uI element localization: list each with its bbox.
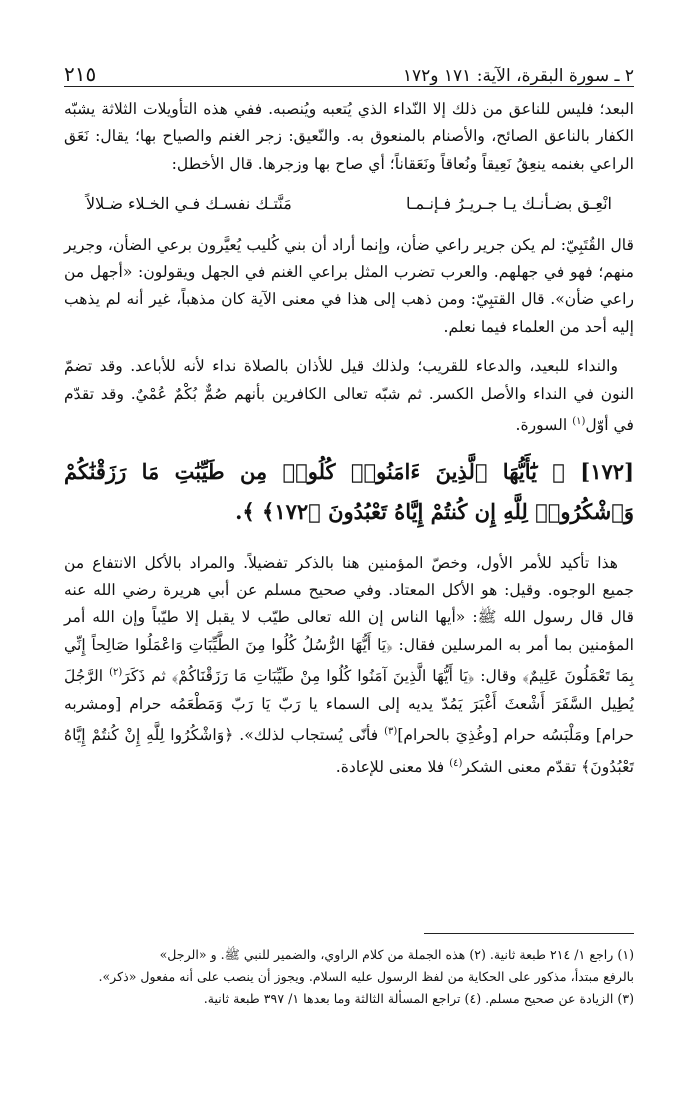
running-title: ٢ ـ سورة البقرة، الآية: ١٧١ و١٧٢ xyxy=(402,66,634,86)
main-text xyxy=(64,96,634,793)
poetry-verse xyxy=(64,190,634,217)
verse-text: ﴿ يَٰٓأَيُّهَا ٱلَّذِينَ ءَامَنُوا۟ كُلُوا۟ مِن طَيِّبَٰتِ مَا رَزَقْنَٰكُمْ وَٱشْكُرُوا۟ لِلَّهِ إِن كُنتُمْ إِيَّاهُ تَعْبُدُونَ ﴿١٧٢﴾ ﴾. xyxy=(64,458,634,524)
footnote-line: بالرفع مبتدأ، مذكور على الحكاية من لفظ الرسول عليه السلام. ويجوز أن ينصب على أنه مفعول «ذكر». xyxy=(98,969,634,984)
page-number: ٢١٥ xyxy=(64,62,97,86)
paragraph-4-text-d: فلا معنى للإعادة. xyxy=(335,758,445,777)
paragraph-1: البعد؛ فليس للناعق من ذلك إلا النّداء الذي يُتعبه ويُنصبه. ففي هذه التأويلات الثلاثة يشبّه الكفار بالناعق الصائح، والأصنام بالمنعوق به. والنّعيق: زجر الغنم والصياح بها؛ يقال: نَعَق الراعي بغنمه ينعِقُ نَعِيقاً ونُعاقاً ونَعَقاناً؛ أي صاح بها وزجرها. قال الأخطل: xyxy=(64,100,634,173)
paragraph-3 xyxy=(64,353,634,439)
paragraph-3-end: السورة. xyxy=(515,416,568,435)
footnote-line: (١) راجع ١/ ٢١٤ طبعة ثانية. (٢) هذه الجملة من كلام الراوي، والضمير للنبي ﷺ. و «الرجل» xyxy=(159,947,634,962)
footnote-ref-4[interactable]: (٤) xyxy=(449,757,463,769)
footnote-ref-2[interactable]: (٢) xyxy=(109,667,123,679)
footnote-line: (٣) الزيادة عن صحيح مسلم. (٤) تراجع المسألة الثالثة وما بعدها ١/ ٣٩٧ طبعة ثانية. xyxy=(203,991,634,1006)
paragraph-3-text: والنداء للبعيد، والدعاء للقريب؛ ولذلك قيل للأذان بالصلاة نداء لأنه للأباعد. وقد تضمّ النون في النداء والأصل الكسر. ثم شبّه تعالى الكافرين بأنهم صُمٌّ بُكْمٌ عُمْيٌ. وقد تقدّم في أوّل xyxy=(64,357,634,435)
verse-number: [١٧٢] xyxy=(580,458,634,484)
paragraph-4 xyxy=(64,550,634,782)
verse-second-hemistich: مَنَّتـك نفسـك فـي الخـلاء ضـلالاً xyxy=(86,194,292,214)
paragraph-4-text-c: فأنّى يُستجاب لذلك». ﴿وَاشْكُرُوا لِلَّهِ إِنْ كُنتُمْ إِيَّاهُ تَعْبُدُونَ﴾ تقدّم معنى الشكر xyxy=(64,726,634,777)
paragraph-4-text-a: هذا تأكيد للأمر الأول، وخصّ المؤمنين هنا بالذكر تفضيلاً. والمراد بالأكل الانتفاع من جميع الوجوه. وقيل: هو الأكل المعتاد. وفي صحيح مسلم عن أبي هريرة رضي الله عنه قال قال رسول الله ﷺ: «أيها الناس إن الله تعالى طيّب لا يقبل إلا طيّباً وإن الله أمر المؤمنين بما أمر به المرسلين فقال: ﴿يَا أَيُّهَا الرُّسُلُ كُلُوا مِنَ الطَّيِّبَاتِ وَاعْمَلُوا صَالِحاً إِنِّي بِمَا تَعْمَلُونَ عَلِيمٌ﴾ وقال: ﴿يَا أَيُّهَا الَّذِينَ آمَنُوا كُلُوا مِنْ طَيِّبَاتِ مَا رَزَقْنَاكُمْ﴾ ثم ذَكَرَ xyxy=(64,553,634,686)
footnote-ref-1[interactable]: (١) xyxy=(572,416,586,428)
page-header xyxy=(64,52,634,87)
footnote-ref-3[interactable]: (٣) xyxy=(384,726,398,738)
paragraph-4-text-b: الرَّجُلَ يُطِيل السَّفَرَ أَشْعثَ أَغْبَرَ يَمُدّ يديه إلى السماء يا رَبّ يَا رَبّ وَمَطْعَمُه حرام [ومشربه حرام] ومَلْبَسُه حرام [وغُذِيَ بالحرام] xyxy=(64,667,635,745)
paragraph-2: قال القُتَبِيّ: لم يكن جرير راعي ضأن، وإنما أراد أن بني كُليب يُعيَّرون برعي الضأن، وجرير منهم؛ فهو في جهلهم. والعرب تضرب المثل براعي الغنم في الجهل ويقولون: «أجهل من راعي ضأن». قال القتبِيّ: ومن ذهب إلى هذا في معنى الآية كان مذهباً، غير أنه لم يذهب إليه أحد من العلماء فيما نعلم. xyxy=(64,235,634,336)
footnote-separator xyxy=(424,933,634,934)
footnotes xyxy=(64,944,634,1010)
quran-verse xyxy=(64,452,634,532)
verse-first-hemistich: انْعِـق بضـأنـك يـا جـريـرُ فـإنـمـا xyxy=(405,194,612,214)
